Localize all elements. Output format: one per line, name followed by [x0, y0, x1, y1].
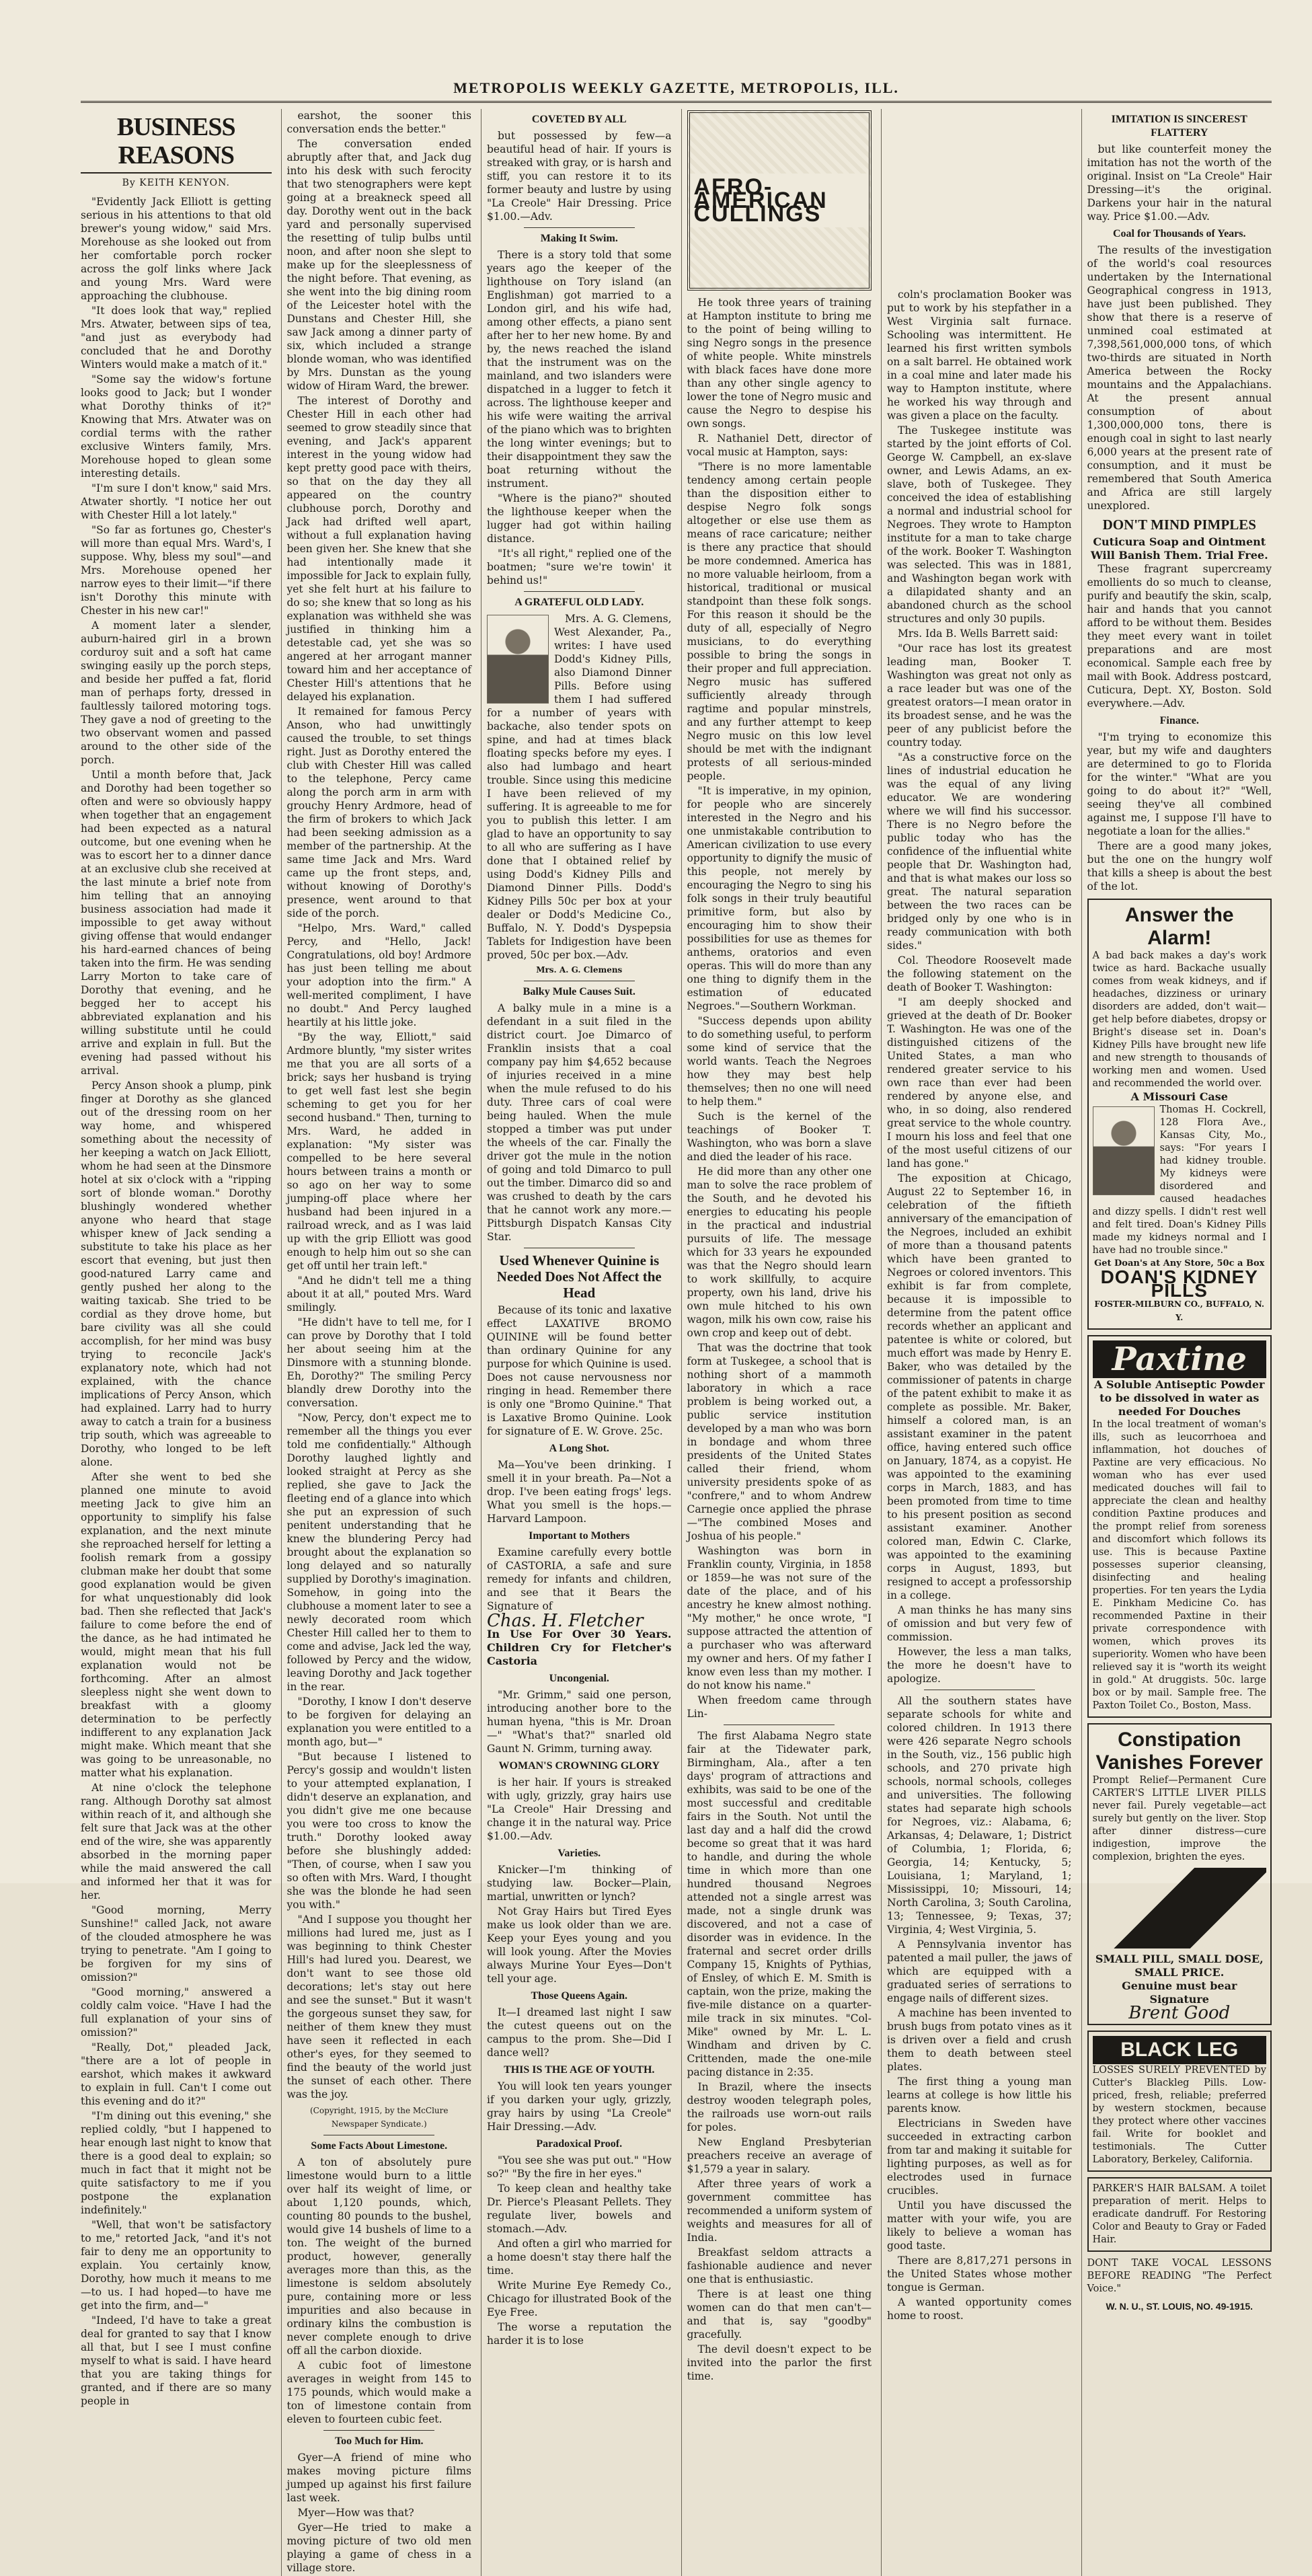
carters-body: Prompt Relief—Permanent Cure CARTER'S LITTLE LIVER PILLS never fail. Purely vegetable—act surely but gently on the liver. Stop after dinner distress—cure indigestion, improve the complexion, brighten the eyes.	[1092, 1775, 1266, 1862]
headline-crowning-glory: WOMAN'S CROWNING GLORY	[498, 1760, 660, 1772]
castoria-signature: Chas. H. Fletcher	[487, 1611, 644, 1631]
parker-body: PARKER'S HAIR BALSAM. A toilet preparation of merit. Helps to eradicate dandruff. For Restoring Color and Beauty to Gray or Faded Hair.	[1092, 2183, 1266, 2245]
pimples-subhead: Cuticura Soap and Ointment Will Banish Them. Trial Free.	[1090, 535, 1268, 562]
column-6	[1081, 109, 1272, 2576]
headline-balky-mule: Balky Mule Causes Suit.	[523, 986, 635, 997]
youth-body: You will look ten years younger if you darken your ugly, grizzly, gray hairs by using "La Creole" Hair Dressing.—Adv.	[487, 2080, 672, 2133]
paragraph: A wanted opportunity comes home to roost.	[887, 2296, 1072, 2322]
headline-uncongenial: Uncongenial.	[549, 1673, 609, 1684]
headline-making-it-swim: Making It Swim.	[540, 233, 618, 244]
carters-ad	[1087, 1723, 1272, 2025]
paragraph: Washington was born in Franklin county, Virginia, in 1858 or 1859—he was not sure of the date of the place, and of his ancestry he knew almost nothing. "My mother," he once wrote, "I suppose attracted the attention of a purchaser who was afterward my owner and hers. Of my father I know even less than my mother. I do not know his name."	[687, 1545, 872, 1692]
paxtine-ad	[1087, 1335, 1272, 1718]
paxtine-title: Paxtine	[1093, 1340, 1267, 1378]
paragraph: "I'm dining out this evening," she replied coldly, "but I happened to hear enough last night to know that there is a good deal to explain; so much in fact that it might not be quite satisfactory to me if you postpone the explanation indefinitely."	[81, 2110, 272, 2216]
queens-body: It—I dreamed last night I saw the cutest queens out on the campus to the prom. She—Did I dance well?	[487, 2006, 672, 2059]
paragraph: A cubic foot of limestone averages in weight from 145 to 175 pounds, which would make a ton of limestone contain from eleven to fourteen cubic feet.	[286, 2359, 471, 2425]
paragraph: After she went to bed she planned one minute to avoid meeting Jack to give him an opportunity to simplify his false explanation, and the next minute she reproached herself for letting a foolish remark from a gossipy clubman make her doubt that some good explanation would be given for what unquestionably did look bad. Then she reflected that Jack's failure to come before the end of the dance, as he had intimated he would, might mean that his full explanation would not be forthcoming. After an almost sleepless night she went down to breakfast with a gloomy determination to be perfectly indifferent to any explanation Jack might make. Which meant that she was going to be unreasonable, no matter what his explanation.	[81, 1471, 272, 1779]
paragraph: "Some say the widow's fortune looks good to Jack; but I wonder what Dorothy thinks of it?" Knowing that Mrs. Atwater was on cordial terms with the rather exclusive Winters family, Mrs. Morehouse hoped to glean some interesting details.	[81, 373, 272, 480]
paragraph: "Success depends upon ability to do something useful, to perform some kind of service that the world wants. Teach the Negroes how they may best help themselves; then no one will need to help them."	[687, 1015, 872, 1108]
pellets-ad: To keep clean and healthy take Dr. Pierce's Pleasant Pellets. They regulate liver, bowels and stomach.—Adv.	[487, 2183, 672, 2235]
paragraph: Such is the kernel of the teachings of Booker T. Washington, who was born a slave and died the leader of his race.	[687, 1110, 872, 1163]
paragraph: The exposition at Chicago, August 22 to September 16, in celebration of the fiftieth anniversary of the emancipation of the Negroes, included an exhibit of more than a thousand patents which have been granted to Negroes or colored inventors. This exhibit is far from complete, because it is impossible to determine from the patent office records whether an applicant and patentee is white or colored, but much effort was made by Henry E. Baker, who was detailed by the commissioner of patents in charge of the patent exhibit to make it as complete as possible. Mr. Baker, himself a colored man, is an assistant examiner in the patent office, having entered such office on January, 1874, as a copyist. He was appointed to the examining corps in March, 1883, and has been promoted from time to time to his present position as second assistant examiner. Another colored man, Edwin C. Clarke, was appointed to the examining corps in August, 1893, but resigned to accept a professorship in a college.	[887, 1172, 1072, 1601]
paragraph: coln's proclamation Booker was put to work by his stepfather in a West Virginia salt furnace. Schooling was intermittent. He learned his first written symbols on a salt barrel. He obtained work in a coal mine and later made his way to Hampton institute, where he worked his way through and was given a place on the faculty.	[887, 289, 1072, 422]
doans-ad-title: Answer the Alarm!	[1124, 904, 1234, 949]
blackleg-ad	[1087, 2031, 1272, 2172]
column-5	[881, 109, 1072, 2576]
missouri-case-body: Thomas H. Cockrell, 128 Flora Ave., Kansas City, Mo., says: "For years I had kidney trouble. My kidneys were disordered and caused headaches and dizzy spells. I didn't rest well and felt tired. Doan's Kidney Pills made my kidneys normal and I have had no trouble since."	[1092, 1104, 1266, 1256]
parker-ad	[1087, 2177, 1272, 2252]
carters-genuine: Genuine must bear Signature	[1122, 1979, 1237, 2006]
paragraph: He did more than any other one man to solve the race problem of the South, and he devoted his energies to educating his people in the practical and industrial pursuits of life. The message which for 33 years he expounded was that the Negro should learn to work skillfully, to acquire property, own his land, drive his own mule hitched to his own wagon, milk his own cow, raise his own crop and keep out of debt.	[687, 1166, 872, 1339]
paxtine-body: In the local treatment of woman's ills, such as leucorrhoea and inflammation, hot douches of Paxtine are very efficacious. No woman who has ever used medicated douches will fail to appreciate the clean and healthy condition Paxtine produces and the prompt relief from soreness and discomfort which follows its use. This is because Paxtine possesses superior cleansing, disinfecting and healing properties. For ten years the Lydia E. Pinkham Medicine Co. has recommended Paxtine in their private correspondence with women, which proves its superiority. Women who have been relieved say it is "worth its weight in gold." At druggists. 50c. large box or by mail. Sample free. The Paxton Toilet Co., Boston, Mass.	[1092, 1419, 1266, 1711]
portrait-caption: Mrs. A. G. Clemens	[536, 965, 623, 975]
paragraph: Mrs. Ida B. Wells Barrett said:	[898, 628, 1058, 640]
paragraph: "Where is the piano?" shouted the lighthouse keeper when the lugger had got within hailing distance.	[487, 492, 672, 545]
doans-price: Get Doan's at Any Store, 50c a Box	[1094, 1258, 1265, 1268]
divider	[524, 591, 635, 592]
headline-mothers: Important to Mothers	[529, 1530, 630, 1542]
castoria-body: Examine carefully every bottle of CASTORIA, a safe and sure remedy for infants and children, and see that it Bears the Signature of	[487, 1546, 672, 1612]
paradox-body: "You see she was put out." "How so?" "By the fire in her eyes."	[487, 2154, 672, 2180]
paragraph: "Indeed, I'd have to take a great deal for granted to say that I know all that, but I see I must confine myself to what is said. I have heard that you are taking things for granted, and if there are so many people in	[81, 2314, 272, 2407]
paragraph: When freedom came through Lin-	[687, 1694, 872, 1720]
paragraph: Gyer—He tried to make a moving picture of two old men playing a game of chess in a village store.	[286, 2522, 471, 2574]
doans-brand: DOAN'S KIDNEY PILLS	[1100, 1266, 1258, 1301]
paragraph: "Good morning, Merry Sunshine!" called Jack, not aware of the clouded atmosphere he was trying to penetrate. "Am I going to be forgiven for my sins of omission?"	[81, 1904, 272, 1983]
doans-ad	[1087, 899, 1272, 1330]
divider	[323, 2430, 434, 2431]
headline-grateful-lady: A GRATEFUL OLD LADY.	[514, 597, 644, 608]
paragraph: There is at least one thing women can do that men can't—and that is, say "goodby" gracefully.	[687, 2288, 872, 2341]
paragraph: "It's all right," replied one of the boatmen; "sure we're towin' it behind us!"	[487, 547, 672, 586]
paragraph: At nine o'clock the telephone rang. Although Dorothy sat almost within reach of it, and although she felt sure that Jack was at the other end of the wire, she was apparently absorbed in the morning paper while the maid answered the call and informed her that it was for her.	[81, 1782, 272, 1901]
column-1	[81, 109, 272, 2576]
murine-ad: Write Murine Eye Remedy Co., Chicago for illustrated Book of the Eye Free.	[487, 2279, 672, 2318]
paragraph: The devil doesn't expect to be invited into the parlor the first time.	[687, 2343, 872, 2382]
paragraph: The conversation ended abruptly after that, and Jack dug into his desk with such ferocity that two stenographers were kept going at a breakneck speed all day. Dorothy went out in the back yard and personally supervised the resetting of tulip bulbs until noon, and after noon she slept to make up for the sleeplessness of the night before. That evening, as she went into the big dining room of the Leicester hotel with the Dunstans and Chester Hill, she saw Jack among a dinner party of six, which included a strange blonde woman, who was identified by Mrs. Dunstan as the young widow of Hiram Ward, the brewer.	[286, 138, 471, 392]
carters-tagline: SMALL PILL, SMALL DOSE, SMALL PRICE.	[1095, 1953, 1264, 1979]
paragraph: All the southern states have separate schools for white and colored children. In 1913 there were 426 separate Negro schools in the South, viz., 156 public high schools, and 270 private high schools, normal schools, colleges and universities. The following states had separate high schools for Negroes, viz.: Alabama, 6; Arkansas, 4; Delaware, 1; District of Columbia, 1; Florida, 6; Georgia, 14; Kentucky, 5; Louisiana, 1; Maryland, 1; Mississippi, 10; Missouri, 14; North Carolina, 3; South Carolina, 13; Tennessee, 9; Texas, 37; Virginia, 4; West Virginia, 5.	[887, 1695, 1072, 1936]
divider	[524, 227, 635, 228]
headline-long-shot: A Long Shot.	[549, 1443, 609, 1454]
girl-paragraph: And often a girl who married for a home doesn't stay there half the time.	[487, 2238, 672, 2277]
cullings-banner	[687, 110, 872, 291]
paragraph: Gyer—A friend of mine who makes moving picture films jumped up against his first failure last week.	[286, 2452, 471, 2504]
story-continuation	[287, 109, 472, 2101]
paragraph: However, the less a man talks, the more he doesn't have to apologize.	[887, 1646, 1072, 1685]
paragraph: New England Presbyterian preachers receive an average of $1,579 a year in salary.	[687, 2136, 872, 2175]
headline-varieties: Varieties.	[557, 1848, 601, 1859]
carters-title: Constipation Vanishes Forever	[1095, 1729, 1263, 1774]
doans-ad-body: A bad back makes a day's work twice as hard. Backache usually comes from weak kidneys, and if headaches, dizziness or urinary disorders are added, don't wait—get help before diabetes, dropsy or Bright's disease set in. Doan's Kidney Pills have brought new life and new strength to thousands of working men and women. Used and recommended the world over.	[1092, 950, 1266, 1089]
swim-body	[487, 248, 672, 587]
imitation-body: but like counterfeit money the imitation has not the worth of the original. Insist on "La Creole" Hair Dressing—it's the original. Darkens your hair in the natural way. Price $1.00.—Adv.	[1087, 143, 1272, 223]
jokes-paragraph: There are a good many jokes, but the one on the hungry wolf that kills a sheep is about the best of the lot.	[1087, 840, 1272, 893]
paragraph: A man thinks he has many sins of omission and but very few of commission.	[887, 1604, 1072, 1643]
varieties-body: Knicker—I'm thinking of studying law. Bocker—Plain, martial, unwritten or lynch?	[487, 1864, 672, 1903]
balky-mule-body: A balky mule in a mine is a defendant in a suit filed in the district court. Joe Dimarco of Franklin insists that a coal company pay him $4,652 because of injuries received in a mine when the mule refused to do his duty. Three cars of coal were being hauled. When the mule stopped a timber was put under the wheels of the car. Finally the driver got the mule in the notion of going and told Dimarco to pull out the timber. Dimarco did so and was crushed to death by the cars that he cannot work any more.—Pittsburgh Dispatch Kansas City Star.	[487, 1002, 672, 1243]
paxtine-subtitle: A Soluble Antiseptic Powder to be dissolved in water as needed For Douches	[1094, 1378, 1265, 1418]
headline-limestone: Some Facts About Limestone.	[311, 2140, 448, 2152]
missouri-case-title: A Missouri Case	[1130, 1090, 1228, 1103]
headline-imitation: IMITATION IS SINCEREST FLATTERY	[1111, 114, 1247, 139]
limestone-body	[287, 2156, 472, 2426]
coveted-body: but possessed by few—a beautiful head of hair. If yours is streaked with gray, or is harsh and stiff, you can restore it to its former beauty and lustre by using "La Creole" Hair Dressing. Price $1.00.—Adv.	[487, 130, 672, 223]
coal-body: The results of the investigation of the world's coal resources undertaken by the International Geographical congress in 1913, have just been published. They show that there is a reserve of unmined coal estimated at 7,398,561,000,000 tons, of which two-thirds are situated in North America between the Rocky mountains and the Appalachians. At the present annual consumption of about 1,300,000,000 tons, there is enough coal in sight to last nearly 6,000 years at the present rate of consumption, and it must be remembered that South America and Africa are still largely unexplored.	[1087, 244, 1272, 512]
paragraph: "Well, that won't be satisfactory to me," retorted Jack, "and it's not fair to deny me an opportunity to explain. You certainly know, Dorothy, how much it means to me—to us. I had hoped—to have me get into the firm, and—"	[81, 2219, 272, 2312]
paragraph: A machine has been invented to brush bugs from potato vines as it is driven over a field and crush them to death between steel plates.	[887, 2007, 1072, 2073]
paragraph: R. Nathaniel Dett, director of vocal music at Hampton, says:	[687, 432, 872, 458]
paragraph: "By the way, Elliott," said Ardmore bluntly, "my sister writes me that you are all sorts of a brick; says her husband is trying to get well fast lest she begin scheming to get you for her second husband." Then, turning to Mrs. Ward, he added in explanation: "My sister was compelled to be here several hours between trains a month or so ago on her way to some jumping-off place where her husband had been injured in a railroad wreck, and as I was laid up with the grip Elliott was good enough to help him out so she can get off until her train left."	[286, 1031, 471, 1272]
headline-coal: Coal for Thousands of Years.	[1112, 228, 1246, 239]
paragraph: A ton of absolutely pure limestone would burn to a little over half its weight of lime, or about 1,120 pounds, which, counting 80 pounds to the bushel, would give 14 bushels of lime to a ton. The weight of the burned product, however, generally averages more than this, as the limestone is seldom absolutely pure, containing more or less impurities and also because in ordinary kilns the combustion is never complete enough to drive off all the carbon dioxide.	[286, 2156, 471, 2357]
carters-signature: Brent Good	[1128, 2003, 1231, 2023]
blackleg-body: LOSSES SURELY PREVENTED by Cutter's Blackleg Pills. Low-priced, fresh, reliable; preferred by western stockmen, because they protect where other vaccines fail. Write for booklet and testimonials. The Cutter Laboratory, Berkeley, California.	[1092, 2065, 1266, 2165]
tuskegee-story	[887, 288, 1072, 1685]
headline-too-much: Too Much for Him.	[334, 2435, 424, 2447]
too-much-body	[287, 2451, 472, 2575]
paragraph: "I am deeply shocked and grieved at the death of Dr. Booker T. Washington. He was one of the distinguished citizens of the United States, a man who rendered greater service to his own race than ever had been rendered by anyone else, and who, in so doing, also rendered great service to the whole country. I mourn his loss and feel that one of the most useful citizens of our land has gone."	[887, 996, 1072, 1170]
cockrell-portrait	[1093, 1106, 1155, 1195]
paragraph: "Evidently Jack Elliott is getting serious in his attentions to that old brewer's young widow," said Mrs. Morehouse as she looked out from her comfortable porch rocker across the golf links where Jack and young Mrs. Ward were approaching the clubhouse.	[81, 196, 272, 302]
paragraph: "I'm sure I don't know," said Mrs. Atwater shortly. "I notice her out with Chester Hill a lot lately."	[81, 482, 272, 521]
paragraph: A moment later a slender, auburn-haired girl in a brown corduroy suit and a soft hat came swinging easily up the porch steps, and beside her puffed a fat, florid man of perhaps forty, dressed in faultlessly tailored motoring togs. They gave a nod of greeting to the two observant women and passed around to the other side of the porch.	[81, 619, 272, 766]
paragraph: The first Alabama Negro state fair at the Tidewater park, Birmingham, Ala., after a ten days' program of attractions and exhibits, was said to be one of the most successful and creditable fairs in the South. Not until the last day and a half did the crowd become so great that it was hard to handle, and during the whole time in which more than one hundred thousand Negroes attended not a single arrest was made, not a single drunk was discovered, and not a case of disorder was in evidence. In the fraternal and secret order drills Company 15, Knights of Pythias, of Ensley, of which E. M. Smith is captain, won the prize, making the five-mile distance on a quarter-mile track in six minutes. "Col-Mike" owned by Mr. L. L. Windham and driven by C. Crittenden, made the one-mile pacing distance in 2:35.	[687, 1730, 872, 2078]
tired-eyes-ad: Not Gray Hairs but Tired Eyes make us look older than we are. Keep your Eyes young and you will look young. After the Movies always Murine Your Eyes—Don't tell your age.	[487, 1905, 672, 1985]
paragraph: "And I suppose you thought her millions had lured me, just as I was beginning to think Chester Hill's had lured you. Dearest, we don't want to see those old decorations; let's stay out here and see the sunset." But it wasn't the gorgeous sunset they saw, for neither of them knew they must have seen it reflected in each other's eyes, for they seemed to find the beauty of the world just the sunset of each other. There was the joy.	[286, 1914, 471, 2100]
paragraph: "It is imperative, in my opinion, for people who are sincerely interested in the Negro and his one unmistakable contribution to American civilization to use every opportunity to dignify the music of this people, not merely by encouraging the Negro to sing his folk songs in their truly beautiful primitive form, but also by encouraging him to show their possibilities for use as themes for anthems, oratorios and even operas. This will do more than any one thing to dignify them in the estimation of educated Negroes."—Southern Workman.	[687, 785, 872, 1012]
headline-youth: THIS IS THE AGE OF YOUTH.	[504, 2064, 655, 2076]
headline-queens: Those Queens Again.	[531, 1990, 628, 2002]
paragraph: That was the doctrine that took form at Tuskegee, a school that is nothing short of a mammoth laboratory in which a race problem is being worked out, a public service institution developed by a man who was born in bondage and whom three presidents of the United States called their friend, whom university presidents spoke of as "confrere," and to whom Andrew Carnegie once applied the phrase—"The combined Moses and Joshua of his people."	[687, 1342, 872, 1542]
paragraph: Electricians in Sweden have succeeded in extracting carbon from tar and making it suitable for lighting purposes, as well as for electrodes used in furnace crucibles.	[887, 2117, 1072, 2197]
cullings-title: AFRO-AMERICAN CULLINGS	[690, 174, 870, 227]
paragraph: There is a story told that some years ago the keeper of the lighthouse on Tory island (an Englishman) got married to a London girl, and his wife had, among other effects, a piano sent after her to her new home. By and by, the news reached the island that the instrument was on the mainland, and two islanders were dispatched in a lugger to fetch it across. The lighthouse keeper and his wife were waiting the arrival of the piano which was to brighten the long winter evenings; but to their disappointment they saw the boat returning without the instrument.	[487, 249, 672, 490]
washington-story	[687, 296, 872, 1720]
paragraph: Myer—How was that?	[297, 2507, 414, 2519]
paragraph: "Our race has lost its greatest leading man, Booker T. Washington was great not only as a race leader but was one of the greatest orators—I mean orator in its broadest sense, and he was the peer of any publicist before the country today.	[887, 642, 1072, 749]
column-2	[281, 109, 472, 2576]
paragraph: After three years of work a government committee has recommended a uniform system of weights and measures for all of India.	[687, 2178, 872, 2244]
uncongenial-body: "Mr. Grimm," said one person, introducing another bore to the human hyena, "this is Mr. Droan—" "What's that?" snarled old Gaunt N. Grimm, turning away.	[487, 1689, 672, 1755]
paragraph: "As a constructive force on the lines of industrial education he was the equal of any living educator. We are wondering where we will find his successor. There is no Negro before the public today who has the confidence of the influential white people that Dr. Washington had, and that is what makes our loss so great. The natural separation between the two races can be bridged only by one who is in ready communication with both sides."	[887, 751, 1072, 952]
headline-paradox: Paradoxical Proof.	[536, 2138, 623, 2150]
paragraph: "There is no more lamentable tendency among certain people than the disposition either to despise Negro folk songs altogether or else use them as means of race caricature; neither is there any practice that should be more condemned. America has no more valuable heirloom, from a historical, traditional or musical standpoint than these folk songs. For this reason it should be the duty of all, especially of Negro musicians, to do everything possible to bring the songs in their proper and full appreciation. Negro music has suffered sufficiently already through ragtime and popular minstrels, and any further attempt to keep Negro music on this low level should be met with the indignant protests of all serious-minded people.	[687, 461, 872, 782]
long-shot-body: Ma—You've been drinking. I smell it in your breath. Pa—Not a drop. I've been eating frogs' legs. What you smell is the hops.—Harvard Lampoon.	[487, 1459, 672, 1525]
quinine-body: Because of its tonic and laxative effect LAXATIVE BROMO QUININE will be found better than ordinary Quinine for any purpose for which Quinine is used. Does not cause nervousness nor ringing in head. Remember there is only one "Bromo Quinine." That is Laxative Bromo Quinine. Look for signature of E. W. Grove. 25c.	[487, 1304, 672, 1437]
paragraph: The interest of Dorothy and Chester Hill in each other had seemed to grow steadily since that evening, and Jack's apparent interest in the young widow had kept pretty good pace with theirs, so that on the day they all appeared on the country clubhouse porch, Dorothy and Jack had drifted well apart, without a full explanation having been given her. She knew that she had intentionally made it impossible for Jack to explain fully, yet she felt hurt at his failure to do so; she knew that so long as his explanation was withheld she was justified in thinking him a detestable cad, yet she was so angered at her arrogant manner toward him and her acceptance of Chester Hill's attentions that he delayed his explanation.	[286, 395, 471, 703]
paragraph: "Now, Percy, don't expect me to remember all the things you ever told me confidentially." Although Dorothy laughed lightly and looked straight at Percy as she replied, she gave to Jack the fleeting end of a glance into which she put an expression of such penitent understanding that he knew the blundering Percy had brought about the explanation so long delayed and so naturally supplied by Dorothy's imagination. Somehow, in going into the clubhouse a moment later to see a newly decorated room which Chester Hill called her to them to come and advise, Jack led the way, followed by Percy and the widow, leaving Dorothy and Jack together in the rear.	[286, 1412, 471, 1693]
reputation-paragraph: The worse a reputation the harder it is to lose	[487, 2321, 672, 2347]
blackleg-title: BLACK LEG	[1093, 2036, 1267, 2064]
column-4	[681, 109, 872, 2576]
paragraph: In Brazil, where the insects destroy wooden telegraph poles, the railroads use worn-out rails for poles.	[687, 2081, 872, 2133]
vocal-ad: DONT TAKE VOCAL LESSONS BEFORE READING "The Perfect Voice."	[1087, 2258, 1272, 2294]
castoria-tagline: In Use For Over 30 Years. Children Cry for Fletcher's Castoria	[487, 1628, 672, 1667]
crowning-glory-body: is her hair. If yours is streaked with ugly, grizzly, gray hairs use "La Creole" Hair Dressing and change it in the natural way. Price $1.00.—Adv.	[487, 1776, 672, 1842]
crow-illustration	[1093, 1868, 1267, 1948]
columns	[81, 109, 1272, 2574]
paragraph: "He didn't have to tell me, for I can prove by Dorothy that I told her about seeing him at the Dinsmore with a stunning blonde. Eh, Dorothy?" The smiling Percy blandly drew Dorothy into the conversation.	[286, 1316, 471, 1409]
paragraph: A Pennsylvania inventor has patented a mail puller, the jaws of which are equipped with a graduated series of serrations to engage nails of different sizes.	[887, 1938, 1072, 2004]
finance-body: "I'm trying to economize this year, but my wife and daughters are determined to go to Florida for the winter." "What are you going to do about it?" "Well, seeing they've all combined against me, I suppose I'll have to negotiate a loan for the allies."	[1087, 731, 1272, 837]
paragraph: "So far as fortunes go, Chester's will more than equal Mrs. Ward's, I suppose. Why, bless my soul"—and Mrs. Morehouse opened her narrow eyes to their limit—"if there isn't Dorothy this minute with Chester in his new car!"	[81, 524, 272, 617]
portrait-image	[487, 615, 549, 704]
grateful-lady-body: Mrs. A. G. Clemens, West Alexander, Pa., writes: I have used Dodd's Kidney Pills, also Diamond Dinner Pills. Before using them I had suffered for a number of years with backache, also tender spots on spine, and had at times black floating specks before my eyes. I also had lumbago and heart trouble. Since using this medicine I have been relieved of my suffering. It is agreeable to me for you to publish this letter. I am glad to have an opportunity to say to all who are suffering as I have done that I obtained relief by using Dodd's Kidney Pills and Diamond Dinner Pills. Dodd's Kidney Pills 50c per box at your dealer or Dodd's Medicine Co., Buffalo, N. Y. Dodd's Dyspepsia Tablets for Indigestion have been proved, 50c per box.—Adv.	[487, 613, 672, 961]
paragraph: The Tuskegee institute was started by the joint efforts of Col. George W. Campbell, an ex-slave owner, and Lewis Adams, an ex-slave, both of Tuskegee. They conceived the idea of establishing a normal and industrial school for Negroes. They wrote to Hampton institute for a man to take charge of the work. Booker T. Washington was selected. This was in 1881, and Washington began work with a dilapidated shanty and an abandoned church as the school structures and only 30 pupils.	[887, 424, 1072, 625]
paragraph: Col. Theodore Roosevelt made the following statement on the death of Booker T. Washington:	[887, 954, 1072, 993]
paragraph: Until a month before that, Jack and Dorothy had been together so often and were so obviously happy when together that an engagement had been expected as a natural outcome, but one evening when he was to escort her to a dinner dance at an exclusive club she received at the last minute a brief note from him telling that an annoying business association had made it impossible to get away without giving offense that would endanger his hard-earned chances of being taken into the firm. He was sending Larry Morton to take care of Dorothy that evening, and he begged her to accept his abbreviated explanation and his willing substitute until he could arrive and explain in full. But the evening had passed without his arrival.	[81, 769, 272, 1077]
paragraph: "And he didn't tell me a thing about it at all," pouted Mrs. Ward smilingly.	[286, 1275, 471, 1314]
column-3	[481, 109, 672, 2576]
paragraph: "Really, Dot," pleaded Jack, "there are a lot of people in earshot, which makes it awkward to explain in full. Can't I come out this evening and do it?"	[81, 2041, 272, 2107]
headline-finance: Finance.	[1159, 715, 1199, 726]
paragraph: "It does look that way," replied Mrs. Atwater, between sips of tea, "and just as everybody had concluded that he and Dorothy Winters would make a match of it."	[81, 305, 272, 371]
copyright-line: (Copyright, 1915, by the McClure Newspaper Syndicate.)	[310, 2106, 449, 2129]
alabama-fair-items	[687, 1729, 872, 2383]
paragraph: "Helpo, Mrs. Ward," called Percy, and "Hello, Jack! Congratulations, old boy! Ardmore has just been telling me about your adoption into the firm." A well-merited compliment, I have no doubt." And Percy laughed heartily at his little joke.	[286, 922, 471, 1028]
headline-pimples: DON'T MIND PIMPLES	[1102, 517, 1256, 533]
paragraph: earshot, the sooner this conversation ends the better."	[286, 110, 471, 135]
paragraph: "Good morning," answered a coldly calm voice. "Have I had the full explanation of your sins of omission?"	[81, 1986, 272, 2039]
headline-coveted: COVETED BY ALL	[531, 114, 627, 125]
byline: By KEITH KENYON.	[122, 178, 230, 188]
paragraph: "But because I listened to Percy's gossip and wouldn't listen to your attempted explanation, I didn't deserve an explanation, and you didn't give me one because you were too cross to know the truth." Dorothy looked away before she blushingly added: "Then, of course, when I saw you so often with Mrs. Ward, I thought she was the blonde he had seen you with."	[286, 1751, 471, 1911]
paragraph: The first thing a young man learns at college is how little his parents know.	[887, 2076, 1072, 2115]
paragraph: "Dorothy, I know I don't deserve to be forgiven for delaying an explanation you were entitled to a month ago, but—"	[286, 1696, 471, 1748]
schools-items	[887, 1694, 1072, 2322]
paragraph: It remained for famous Percy Anson, who had unwittingly caused the trouble, to set things right. Just as Dorothy entered the club with Chester Hill was called to the telephone, Percy came along the porch arm in arm with grouchy Henry Ardmore, head of the firm of brokers to which Jack had been seeking admission as a member of the partnership. At the same time Jack and Mrs. Ward came up the front steps, and, without knowing of Dorothy's presence, went around to that side of the porch.	[286, 706, 471, 919]
paragraph: He took three years of training at Hampton institute to bring me to the point of being willing to sing Negro songs in the presence of white people. White minstrels with black faces have done more than any other single agency to lower the tone of Negro music and cause the Negro to despise his own songs.	[687, 297, 872, 430]
paragraph: There are 8,817,271 persons in the United States whose mother tongue is German.	[887, 2255, 1072, 2294]
headline-quinine: Used Whenever Quinine is Needed Does Not Affect the Head	[496, 1252, 662, 1301]
paragraph: Percy Anson shook a plump, pink finger at Dorothy as she glanced out of the dressing room on her way home, and whispered something about the necessity of her keeping a watch on Jack Elliott, whom he had seen at the Dinsmore hotel at six o'clock with a "ripping sort of blonde woman." Dorothy blushingly wondered whether anyone who heard that stage whisper knew of Jack sending a substitute to take his place as her escort that evening, but just then good-natured Larry came and gently pushed her along to the waiting taxicab. She tried to be cordial as they drove home, but bare civility was all she could accomplish, for her mind was busy trying to reconcile Jack's explanatory note, which had not explained, with the chance implications of Percy Anson, which had explained. Larry had to hurry away to catch a train for a business trip south, which was agreeable to Dorothy, who longed to be left alone.	[81, 1079, 272, 1468]
paragraph: Until you have discussed the matter with your wife, you are likely to believe a woman has good taste.	[887, 2199, 1072, 2252]
banner-spacer	[887, 109, 1072, 288]
headline-business-reasons: BUSINESS REASONS	[81, 113, 272, 174]
pimples-body: These fragrant supercreamy emollients do so much to cleanse, purify and beautify the skin, scalp, hair and hands that you cannot afford to be without them. Besides they meet every want in toilet preparations and are most economical. Sample each free by mail with Book. Address postcard, Cuticura, Dept. XY, Boston. Sold everywhere.—Adv.	[1087, 563, 1272, 710]
doans-maker: FOSTER-MILBURN CO., BUFFALO, N. Y.	[1094, 1299, 1265, 1322]
masthead: METROPOLIS WEEKLY GAZETTE, METROPOLIS, ILL.	[81, 79, 1272, 103]
story-body	[81, 195, 272, 2408]
wnu-footer: W. N. U., ST. LOUIS, NO. 49-1915.	[1106, 2301, 1253, 2312]
paragraph: Breakfast seldom attracts a fashionable audience and never one that is enthusiastic.	[687, 2246, 872, 2285]
